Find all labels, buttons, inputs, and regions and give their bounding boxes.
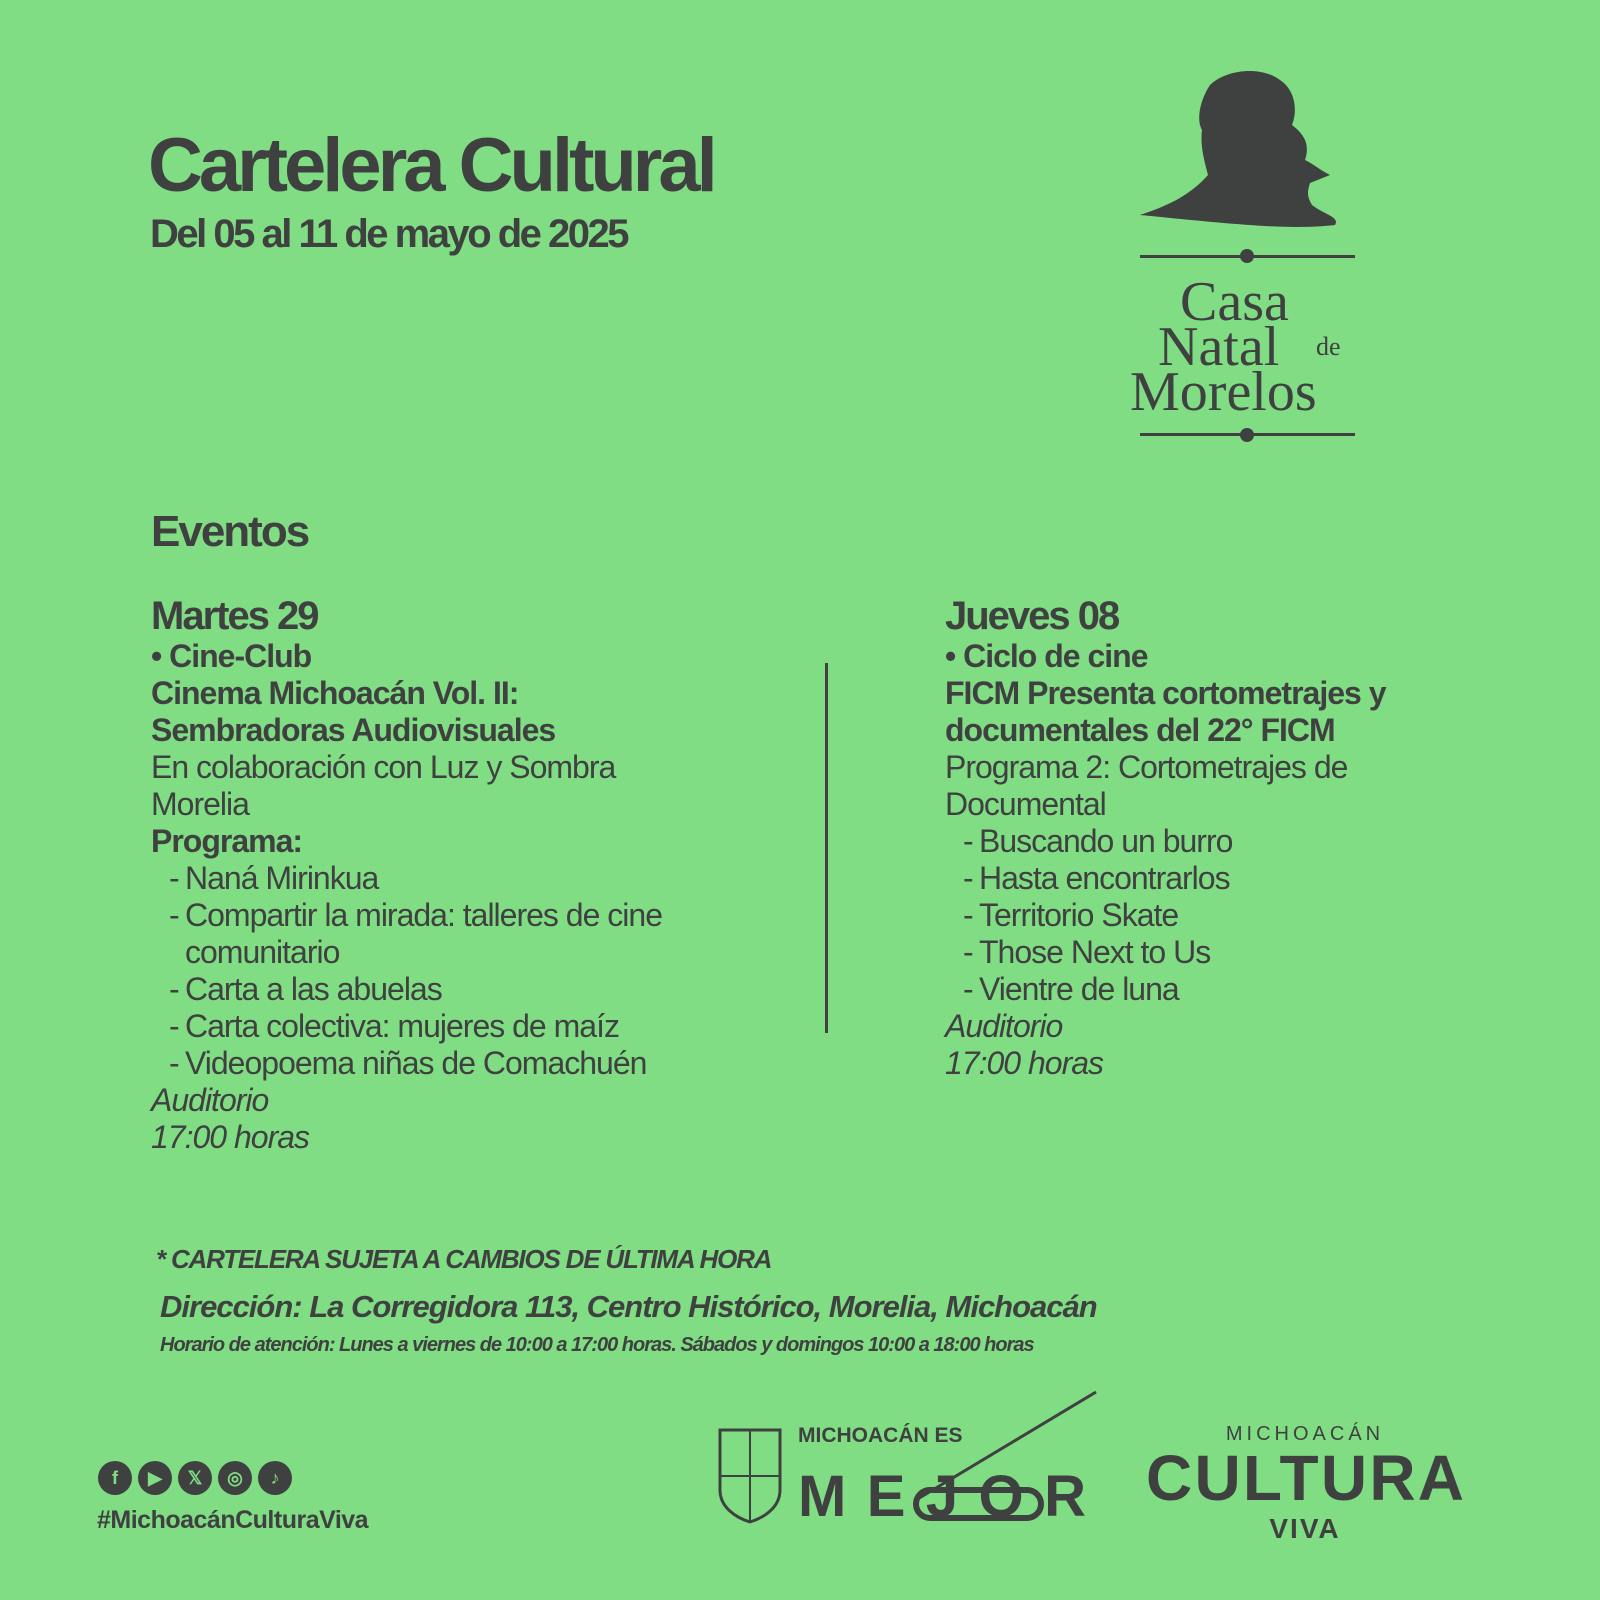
event-card-martes bbox=[151, 594, 771, 1156]
address: Dirección: La Corregidora 113, Centro Histórico, Morelia, Michoacán bbox=[160, 1289, 1097, 1324]
event-title-line: Sembradoras Audiovisuales bbox=[151, 712, 556, 748]
program-item: - Carta a las abuelas bbox=[169, 971, 771, 1008]
program-item: - Carta colectiva: mujeres de maíz bbox=[169, 1008, 771, 1045]
michoacan-cultura-viva-logo bbox=[1140, 1420, 1470, 1550]
event-title-line: FICM Presenta cortometrajes y bbox=[945, 675, 1386, 711]
event-day: Martes 29 bbox=[151, 594, 318, 638]
x-icon[interactable]: 𝕏 bbox=[178, 1461, 212, 1495]
hashtag: #MichoacánCulturaViva bbox=[97, 1506, 369, 1534]
logo-viva-text: VIVA bbox=[1269, 1513, 1341, 1544]
event-category: • Cine-Club bbox=[151, 638, 312, 674]
program-item: - Videopoema niñas de Comachuén bbox=[169, 1045, 771, 1082]
event-time: 17:00 horas bbox=[945, 1045, 1104, 1081]
facebook-icon[interactable]: f bbox=[98, 1461, 132, 1495]
column-divider bbox=[825, 663, 828, 1033]
event-category: • Ciclo de cine bbox=[945, 638, 1148, 674]
event-description-line: Documental bbox=[945, 786, 1106, 822]
program-label: Programa: bbox=[151, 823, 303, 859]
event-description-line: En colaboración con Luz y Sombra bbox=[151, 749, 616, 785]
logo-michoacan-es-text: MICHOACÁN ES bbox=[798, 1424, 963, 1447]
casa-natal-morelos-logo bbox=[1130, 65, 1400, 465]
program-item: - Territorio Skate bbox=[963, 897, 1485, 934]
event-description-line: Morelia bbox=[151, 786, 249, 822]
program-item: - Hasta encontrarlos bbox=[963, 860, 1485, 897]
program-item: - Naná Mirinkua bbox=[169, 860, 771, 897]
opening-hours: Horario de atención: Lunes a viernes de 10:00 a 17:00 horas. Sábados y domingos 10:00 a 18:00 horas bbox=[160, 1334, 1034, 1356]
logo-casa-word: Casa bbox=[1180, 271, 1289, 333]
tiktok-icon[interactable]: ♪ bbox=[258, 1461, 292, 1495]
logo-morelos-word: Morelos bbox=[1130, 361, 1317, 423]
event-time: 17:00 horas bbox=[151, 1119, 310, 1155]
youtube-icon[interactable]: ▶ bbox=[138, 1461, 172, 1495]
instagram-icon[interactable]: ◎ bbox=[218, 1461, 252, 1495]
event-day: Jueves 08 bbox=[945, 594, 1119, 638]
program-item: - Those Next to Us bbox=[963, 934, 1485, 971]
event-venue: Auditorio bbox=[151, 1082, 269, 1118]
event-venue: Auditorio bbox=[945, 1008, 1063, 1044]
michoacan-es-mejor-logo bbox=[718, 1390, 1103, 1540]
program-item: - Buscando un burro bbox=[963, 823, 1485, 860]
event-title-line: documentales del 22° FICM bbox=[945, 712, 1335, 748]
section-title-eventos: Eventos bbox=[151, 507, 309, 556]
event-title-line: Cinema Michoacán Vol. II: bbox=[151, 675, 519, 711]
page-title: Cartelera Cultural bbox=[148, 123, 714, 208]
program-item: - Vientre de luna bbox=[963, 971, 1485, 1008]
date-range: Del 05 al 11 de mayo de 2025 bbox=[150, 212, 628, 256]
logo-cultura-text: CULTURA bbox=[1146, 1442, 1464, 1514]
event-description-line: Programa 2: Cortometrajes de bbox=[945, 749, 1348, 785]
schedule-disclaimer: * CARTELERA SUJETA A CAMBIOS DE ÚLTIMA HORA bbox=[156, 1244, 772, 1274]
program-list bbox=[151, 860, 771, 1082]
logo-michoacan-text: MICHOACÁN bbox=[1225, 1423, 1385, 1445]
program-item: - Compartir la mirada: talleres de cine comunitario bbox=[169, 897, 771, 971]
social-icons bbox=[98, 1461, 292, 1495]
logo-natal-word: Natal bbox=[1158, 316, 1280, 378]
logo-de-word: de bbox=[1316, 332, 1341, 361]
logo-mejor-text: MEJOR bbox=[798, 1464, 1086, 1529]
program-list bbox=[945, 823, 1485, 1008]
morelos-portrait-icon bbox=[1140, 71, 1336, 227]
event-card-jueves bbox=[945, 594, 1485, 1082]
